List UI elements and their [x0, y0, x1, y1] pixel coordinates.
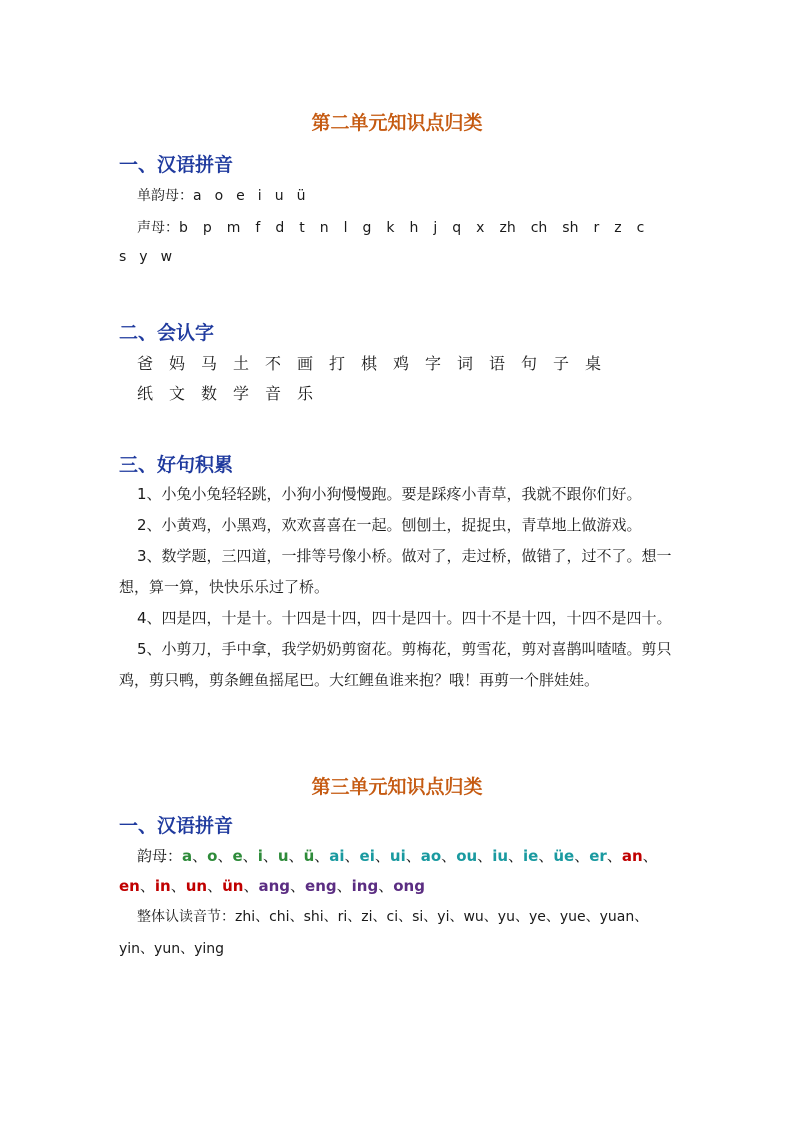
unit2-pinyin-heading: 一、汉语拼音	[119, 154, 234, 176]
separator: 、	[262, 847, 278, 865]
single-final: ü	[296, 188, 306, 204]
character: 语	[489, 354, 506, 373]
final-red: in	[154, 877, 171, 895]
initial: j	[433, 220, 438, 236]
initial: b	[179, 220, 188, 236]
character: 画	[297, 354, 314, 373]
initial: zh	[499, 220, 516, 236]
separator: 、	[344, 847, 360, 865]
final-red: en	[119, 877, 140, 895]
final-green: i	[257, 847, 263, 865]
separator: 、	[574, 847, 590, 865]
final-teal: iu	[492, 847, 509, 865]
final-red: un	[185, 877, 208, 895]
unit3-title: 第三单元知识点归类	[311, 776, 483, 798]
character: 句	[521, 354, 538, 373]
initials-label: 声母：	[137, 220, 179, 236]
character: 乐	[297, 384, 314, 403]
character: 词	[457, 354, 474, 373]
final-purple: ang	[258, 877, 291, 895]
initial: c	[636, 220, 645, 236]
initial: q	[452, 220, 462, 236]
character: 文	[169, 384, 186, 403]
sentence-item: 4、四是四，十是十。十四是十四，四十是四十。四十不是十四，十四不是四十。	[137, 609, 672, 627]
final-red: ün	[222, 877, 244, 895]
initial: sh	[562, 220, 579, 236]
sentence-item: 2、小黄鸡，小黑鸡，欢欢喜喜在一起。刨刨土，捉捉虫，青草地上做游戏。	[137, 516, 642, 534]
single-finals-label: 单韵母：	[137, 188, 193, 204]
initial: g	[362, 220, 372, 236]
finals-label: 韵母：	[137, 847, 183, 865]
single-final: o	[214, 188, 224, 204]
single-final: u	[274, 188, 284, 204]
character: 棋	[361, 354, 378, 373]
initials-line-1	[137, 217, 659, 237]
whole-syllables-list: zhi、chi、shi、ri、zi、ci、si、yi、wu、yu、ye、yue、yuan、yin、yun、ying	[119, 909, 649, 957]
character: 音	[265, 384, 282, 403]
final-teal: ai	[329, 847, 345, 865]
single-final: a	[193, 188, 202, 204]
final-green: ü	[303, 847, 315, 865]
character: 数	[201, 384, 218, 403]
separator: 、	[314, 847, 330, 865]
final-teal: ou	[456, 847, 478, 865]
character: 鸡	[393, 354, 410, 373]
final-purple: ong	[393, 877, 425, 895]
final-teal: ui	[389, 847, 406, 865]
initial: f	[255, 220, 261, 236]
single-finals-list	[193, 188, 318, 204]
initial: n	[319, 220, 329, 236]
characters-row-1	[137, 351, 617, 374]
final-green: e	[232, 847, 243, 865]
final-teal: ao	[420, 847, 442, 865]
unit3-pinyin-heading: 一、汉语拼音	[119, 815, 234, 837]
separator: 、	[192, 847, 208, 865]
separator: 、	[538, 847, 554, 865]
final-teal: er	[589, 847, 607, 865]
separator: 、	[139, 877, 155, 895]
separator: 、	[290, 877, 306, 895]
single-final: i	[257, 188, 262, 204]
initials-list-1	[179, 220, 659, 236]
initial: s	[119, 249, 127, 265]
separator: 、	[508, 847, 524, 865]
character: 子	[553, 354, 570, 373]
separator: 、	[242, 847, 258, 865]
final-purple: ing	[351, 877, 379, 895]
character: 马	[201, 354, 218, 373]
initial: ch	[530, 220, 548, 236]
unit2-characters-heading: 二、会认字	[119, 322, 215, 344]
initials-list-2	[119, 249, 185, 265]
initial: z	[614, 220, 622, 236]
character: 土	[233, 354, 250, 373]
final-green: a	[182, 847, 193, 865]
initial: p	[202, 220, 212, 236]
separator: 、	[288, 847, 304, 865]
character: 字	[425, 354, 442, 373]
separator: 、	[217, 847, 233, 865]
unit2-title: 第二单元知识点归类	[311, 112, 483, 134]
character: 学	[233, 384, 250, 403]
single-finals-line	[137, 185, 318, 205]
separator: 、	[642, 847, 658, 865]
character: 不	[265, 354, 282, 373]
separator: 、	[170, 877, 186, 895]
initial: w	[160, 249, 173, 265]
whole-syllables-label: 整体认读音节：	[137, 909, 235, 925]
final-teal: ie	[523, 847, 539, 865]
initial: d	[275, 220, 285, 236]
character: 爸	[137, 354, 154, 373]
final-green: u	[277, 847, 289, 865]
separator: 、	[374, 847, 390, 865]
character: 桌	[585, 354, 602, 373]
single-final: e	[236, 188, 245, 204]
finals-block	[119, 841, 679, 901]
initial: r	[593, 220, 600, 236]
initial: k	[386, 220, 395, 236]
initial: l	[343, 220, 348, 236]
sentences-block	[119, 479, 679, 696]
separator: 、	[207, 877, 223, 895]
final-teal: ei	[359, 847, 375, 865]
final-red: an	[621, 847, 643, 865]
initial: m	[226, 220, 241, 236]
separator: 、	[405, 847, 421, 865]
separator: 、	[243, 877, 259, 895]
characters-row-2	[137, 381, 329, 404]
separator: 、	[477, 847, 493, 865]
character: 妈	[169, 354, 186, 373]
initial: h	[409, 220, 419, 236]
initial: x	[476, 220, 485, 236]
whole-syllables-block	[119, 901, 679, 965]
initial: t	[299, 220, 305, 236]
separator: 、	[336, 877, 352, 895]
separator: 、	[441, 847, 457, 865]
unit2-sentences-heading: 三、好句积累	[119, 454, 234, 476]
sentence-item: 5、小剪刀，手中拿，我学奶奶剪窗花。剪梅花，剪雪花，剪对喜鹊叫喳喳。剪只鸡，剪只鸭，剪条鲤鱼摇尾巴。大红鲤鱼谁来抱？哦！再剪一个胖娃娃。	[119, 640, 672, 689]
sentence-item: 1、小兔小兔轻轻跳，小狗小狗慢慢跑。要是踩疼小青草，我就不跟你们好。	[137, 485, 642, 503]
final-teal: üe	[553, 847, 575, 865]
separator: 、	[606, 847, 622, 865]
final-green: o	[207, 847, 218, 865]
initial: y	[139, 249, 148, 265]
separator: 、	[378, 877, 394, 895]
sentence-item: 3、数学题，三四道，一排等号像小桥。做对了，走过桥，做错了，过不了。想一想，算一算，快快乐乐过了桥。	[119, 547, 672, 596]
character: 纸	[137, 384, 154, 403]
final-purple: eng	[305, 877, 337, 895]
character: 打	[329, 354, 346, 373]
initials-line-2	[119, 249, 185, 265]
